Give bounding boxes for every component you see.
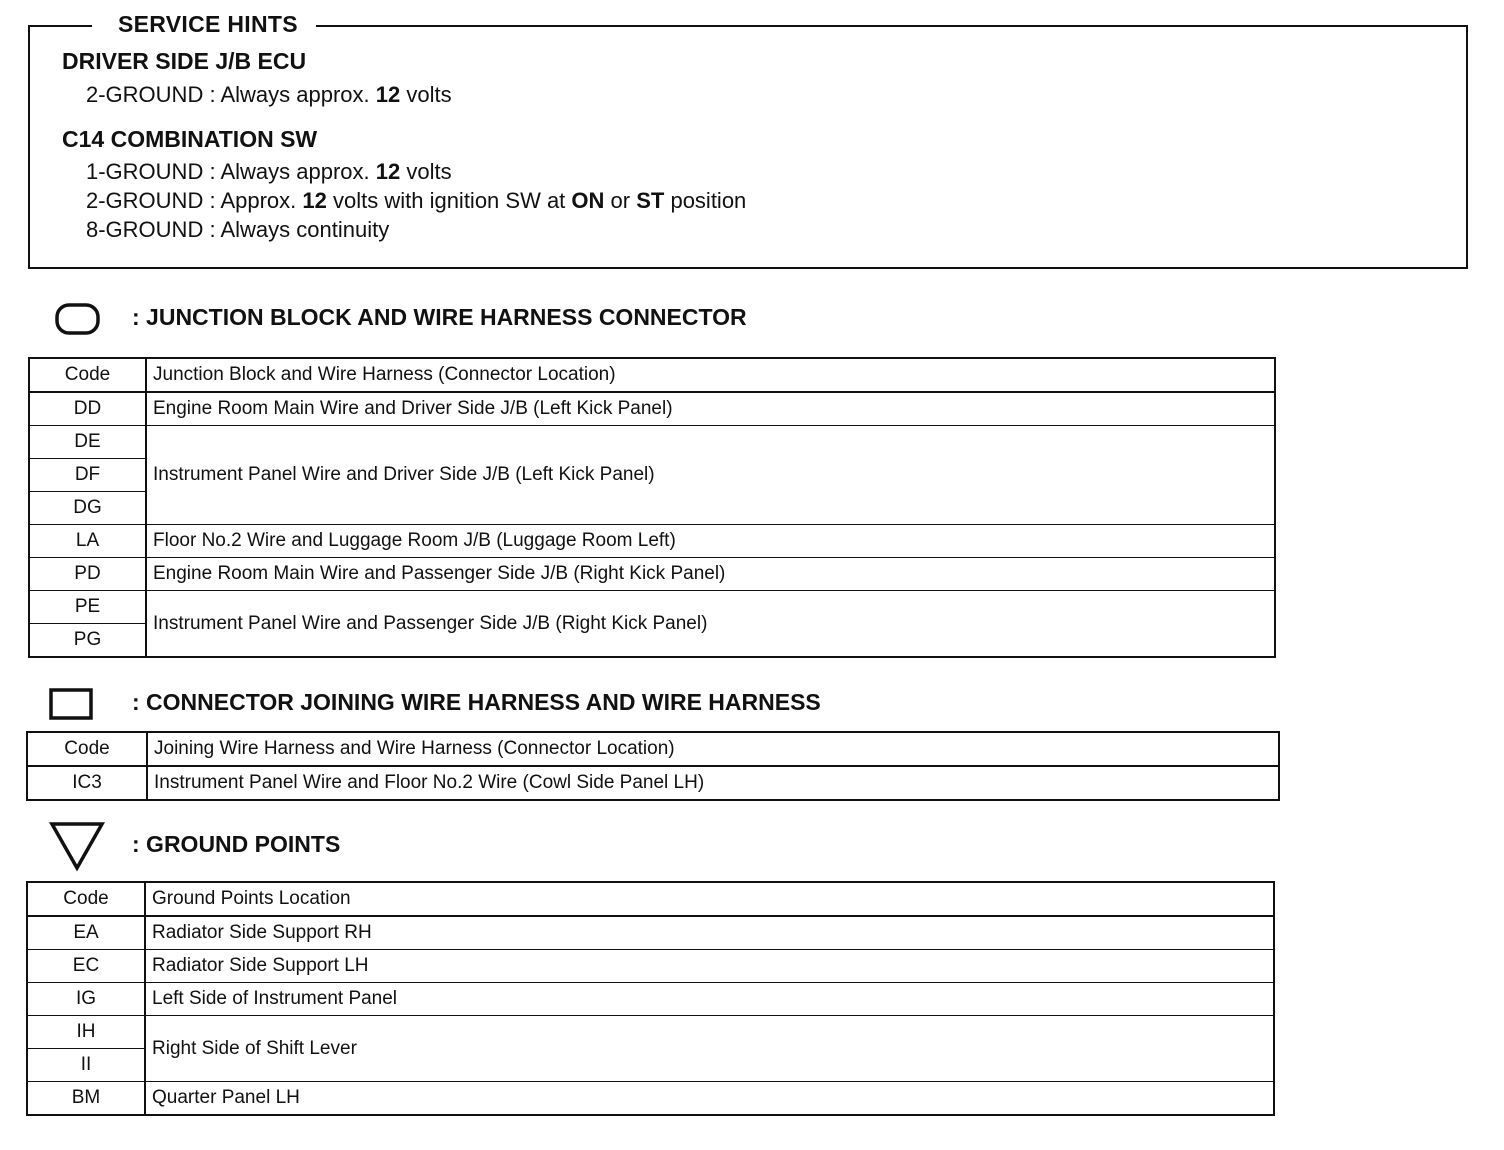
- description-column-header: Ground Points Location: [145, 882, 1274, 916]
- hint-text: 2-GROUND : Always approx.: [86, 82, 376, 107]
- hint-line: [86, 159, 452, 185]
- hint-text: 8-GROUND : Always continuity: [86, 217, 390, 242]
- table-row: [29, 558, 1275, 591]
- code-cell: BM: [27, 1082, 145, 1116]
- location-cell: Right Side of Shift Lever: [145, 1016, 1274, 1082]
- hint-heading-driver-side-jb-ecu: DRIVER SIDE J/B ECU: [62, 48, 307, 74]
- description-column-header: Junction Block and Wire Harness (Connector Location): [146, 358, 1275, 392]
- rectangle-icon: [48, 687, 96, 723]
- table-row: [29, 426, 1275, 459]
- code-cell: DD: [29, 392, 146, 426]
- code-cell: IG: [27, 983, 145, 1016]
- location-cell: Floor No.2 Wire and Luggage Room J/B (Luggage Room Left): [146, 525, 1275, 558]
- table-row: [27, 950, 1274, 983]
- hint-text: or: [604, 188, 637, 213]
- location-cell: Radiator Side Support LH: [145, 950, 1274, 983]
- service-hints-title: SERVICE HINTS: [92, 11, 316, 38]
- ground-points-table: [26, 881, 1275, 1116]
- hint-text: volts with ignition SW at: [326, 188, 572, 213]
- description-column-header: Joining Wire Harness and Wire Harness (Connector Location): [147, 732, 1279, 766]
- code-cell: DE: [29, 426, 146, 459]
- hint-text: volts: [400, 82, 452, 107]
- code-cell: DG: [29, 492, 146, 525]
- location-cell: Engine Room Main Wire and Driver Side J/B (Left Kick Panel): [146, 392, 1275, 426]
- code-cell: LA: [29, 525, 146, 558]
- hint-text: volts: [400, 159, 452, 184]
- junction-block-heading: : JUNCTION BLOCK AND WIRE HARNESS CONNECTOR: [132, 304, 747, 330]
- code-cell: EA: [27, 916, 145, 950]
- table-row: [27, 766, 1279, 800]
- junction-block-table: [28, 357, 1276, 658]
- location-cell: Quarter Panel LH: [145, 1082, 1274, 1116]
- code-cell: PG: [29, 624, 146, 658]
- table-header-row: [27, 732, 1279, 766]
- ground-points-heading: : GROUND POINTS: [132, 831, 341, 857]
- table-row: [29, 525, 1275, 558]
- location-cell: Instrument Panel Wire and Floor No.2 Wire (Cowl Side Panel LH): [147, 766, 1279, 800]
- table-row: [29, 591, 1275, 624]
- code-cell: DF: [29, 459, 146, 492]
- table-row: [27, 983, 1274, 1016]
- bold-value: 12: [375, 82, 401, 107]
- table-row: [27, 1016, 1274, 1049]
- bold-value: 12: [375, 159, 401, 184]
- hint-line: [86, 82, 452, 108]
- bold-value: ST: [636, 188, 665, 213]
- bold-value: 12: [302, 188, 327, 213]
- bold-value: ON: [571, 188, 605, 213]
- location-cell: Left Side of Instrument Panel: [145, 983, 1274, 1016]
- table-row: [27, 916, 1274, 950]
- hint-line: [86, 188, 746, 214]
- connector-joining-table: [26, 731, 1280, 801]
- hint-text: position: [664, 188, 747, 213]
- inverted-triangle-icon: [48, 820, 108, 872]
- code-cell: IC3: [27, 766, 147, 800]
- rounded-rectangle-icon: [54, 302, 102, 336]
- code-column-header: Code: [29, 358, 146, 392]
- hint-text: 1-GROUND : Always approx.: [86, 159, 376, 184]
- code-cell: PE: [29, 591, 146, 624]
- hint-text: 2-GROUND : Approx.: [86, 188, 303, 213]
- hint-line: [86, 217, 389, 243]
- code-cell: II: [27, 1049, 145, 1082]
- table-header-row: [29, 358, 1275, 392]
- location-cell: Instrument Panel Wire and Driver Side J/B (Left Kick Panel): [146, 426, 1275, 525]
- hint-heading-combination-sw: C14 COMBINATION SW: [62, 126, 318, 152]
- code-cell: IH: [27, 1016, 145, 1049]
- table-header-row: [27, 882, 1274, 916]
- code-column-header: Code: [27, 882, 145, 916]
- location-cell: Instrument Panel Wire and Passenger Side J/B (Right Kick Panel): [146, 591, 1275, 658]
- table-row: [29, 392, 1275, 426]
- location-cell: Radiator Side Support RH: [145, 916, 1274, 950]
- location-cell: Engine Room Main Wire and Passenger Side J/B (Right Kick Panel): [146, 558, 1275, 591]
- code-column-header: Code: [27, 732, 147, 766]
- code-cell: PD: [29, 558, 146, 591]
- code-cell: EC: [27, 950, 145, 983]
- table-row: [27, 1082, 1274, 1116]
- connector-joining-heading: : CONNECTOR JOINING WIRE HARNESS AND WIRE HARNESS: [132, 689, 821, 715]
